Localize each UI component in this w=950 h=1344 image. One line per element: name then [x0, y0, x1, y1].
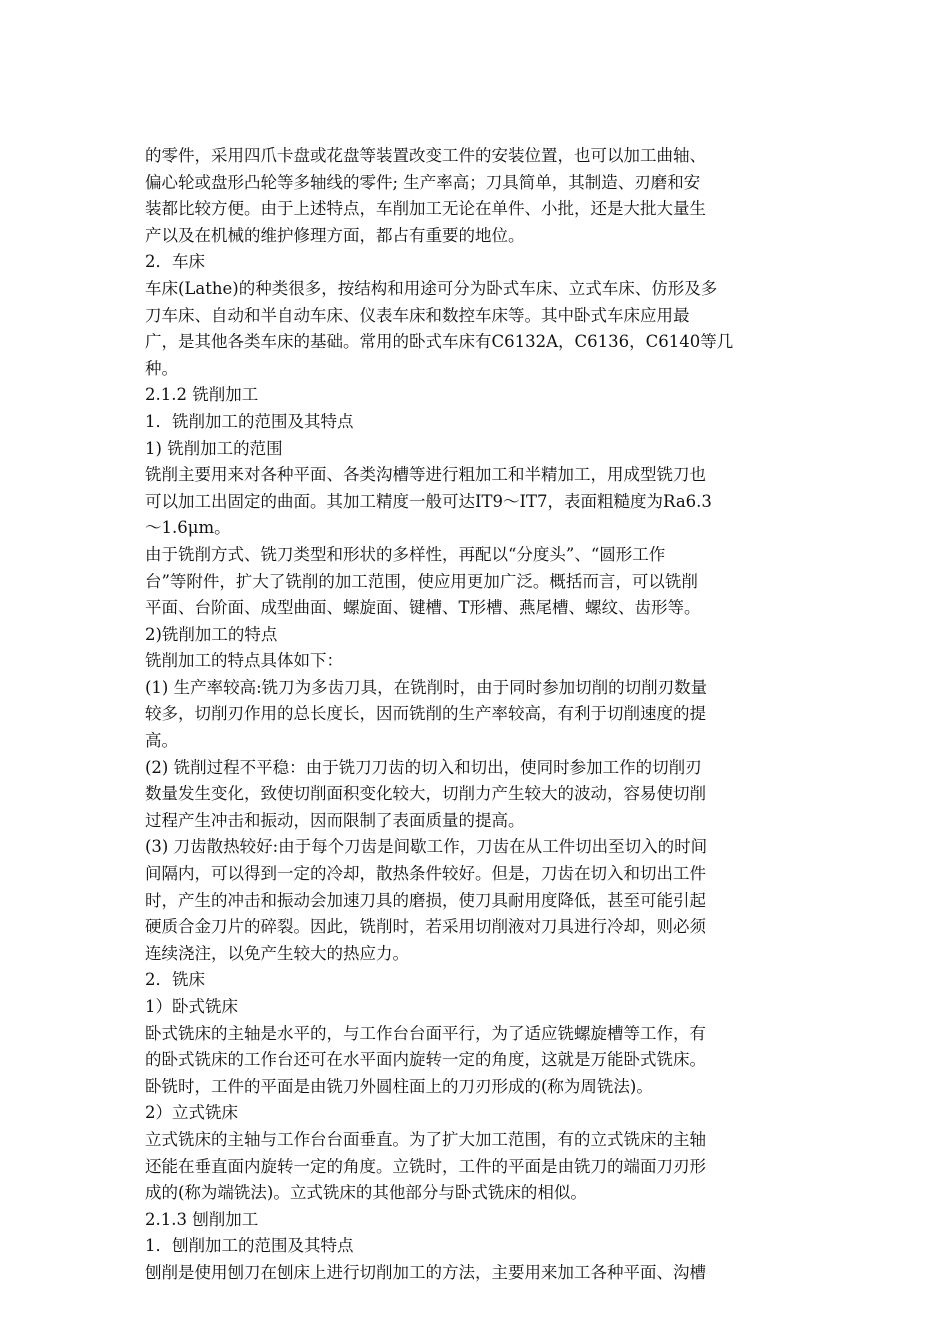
text-line: 车床(Lathe)的种类很多，按结构和用途可分为卧式车床、立式车床、仿形及多: [145, 278, 718, 298]
text-line: 的零件，采用四爪卡盘或花盘等装置改变工件的安装位置，也可以加工曲轴、: [145, 146, 706, 165]
text-line: 可以加工出固定的曲面。其加工精度一般可达IT9～IT7，表面粗糙度为Ra6.3: [145, 491, 712, 511]
section-heading: 1．铣削加工的范围及其特点: [145, 411, 354, 431]
text-line: 高。: [145, 731, 178, 751]
text-line: 硬质合金刀片的碎裂。因此，铣削时，若采用切削液对刀具进行冷却，则必须: [145, 917, 706, 937]
text-line: 较多，切削刃作用的总长度长，因而铣削的生产率较高，有利于切削速度的提: [145, 704, 706, 724]
subsection-heading: 1）卧式铣床: [145, 997, 238, 1016]
text-line: 种。: [145, 358, 178, 378]
text-line: 时，产生的冲击和振动会加速刀具的磨损，使刀具耐用度降低，甚至可能引起: [145, 890, 706, 910]
list-item-text: (2) 铣削过程不平稳：由于铣刀刀齿的切入和切出，使同时参加工作的切削刃: [145, 757, 702, 777]
text-line: 刨削是使用刨刀在刨床上进行切削加工的方法，主要用来加工各种平面、沟槽: [145, 1262, 706, 1282]
section-heading: 2.1.3 刨削加工: [145, 1209, 259, 1229]
subsection-heading: 2)铣削加工的特点: [145, 624, 278, 644]
text-line: 还能在垂直面内旋转一定的角度。立铣时，工件的平面是由铣刀的端面刀刃形: [145, 1156, 706, 1176]
section-heading: 2．铣床: [145, 970, 205, 990]
list-item-text: (3) 刀齿散热较好:由于每个刀齿是间歇工作，刀齿在从工件切出至切入的时间: [145, 837, 708, 857]
text-line: 刀车床、自动和半自动车床、仪表车床和数控车床等。其中卧式车床应用最: [145, 305, 690, 325]
text-line: 产以及在机械的维护修理方面，都占有重要的地位。: [145, 225, 525, 245]
text-line: 台”等附件，扩大了铣削的加工范围，使应用更加广泛。概括而言，可以铣削: [145, 571, 698, 591]
text-line: 卧式铣床的主轴是水平的，与工作台台面平行，为了适应铣螺旋槽等工作，有: [145, 1023, 706, 1043]
text-line: 平面、台阶面、成型曲面、螺旋面、键槽、T形槽、燕尾槽、螺纹、齿形等。: [145, 598, 701, 618]
text-line: 由于铣削方式、铣刀类型和形状的多样性，再配以“分度头”、“圆形工作: [145, 544, 666, 564]
text-line: 成的(称为端铣法)。立式铣床的其他部分与卧式铣床的相似。: [145, 1183, 587, 1203]
text-line: 连续浇注，以免产生较大的热应力。: [145, 943, 409, 963]
text-line: 偏心轮或盘形凸轮等多轴线的零件; 生产率高；刀具简单，其制造、刃磨和安: [145, 172, 701, 192]
subsection-heading: 1) 铣削加工的范围: [145, 438, 283, 458]
text-line: 立式铣床的主轴与工作台台面垂直。为了扩大加工范围，有的立式铣床的主轴: [145, 1129, 706, 1149]
text-line: 铣削加工的特点具体如下：: [145, 651, 343, 671]
list-item-text: (1) 生产率较高:铣刀为多齿刀具，在铣削时，由于同时参加切削的切削刃数量: [145, 677, 708, 697]
text-line: 装都比较方便。由于上述特点，车削加工无论在单件、小批，还是大批大量生: [145, 199, 706, 219]
subsection-heading: 2）立式铣床: [145, 1103, 238, 1123]
text-line: 数量发生变化，致使切削面积变化较大，切削力产生较大的波动，容易使切削: [145, 784, 706, 804]
section-heading: 1．刨削加工的范围及其特点: [145, 1236, 354, 1256]
text-line: 的卧式铣床的工作台还可在水平面内旋转一定的角度，这就是万能卧式铣床。: [145, 1050, 706, 1070]
section-heading: 2.1.2 铣削加工: [145, 385, 259, 405]
text-line: 卧铣时，工件的平面是由铣刀外圆柱面上的刀刃形成的(称为周铣法)。: [145, 1076, 653, 1096]
text-line: 铣削主要用来对各种平面、各类沟槽等进行粗加工和半精加工，用成型铣刀也: [145, 465, 706, 485]
document-body: [145, 143, 810, 1287]
text-line: ～1.6μm。: [145, 518, 231, 538]
text-line: 广，是其他各类车床的基础。常用的卧式车床有C6132A，C6136，C6140等几: [145, 332, 734, 352]
text-line: 间隔内，可以得到一定的冷却，散热条件较好。但是，刀齿在切入和切出工件: [145, 864, 706, 884]
section-heading: 2．车床: [145, 252, 205, 272]
text-line: 过程产生冲击和振动，因而限制了表面质量的提高。: [145, 810, 525, 830]
